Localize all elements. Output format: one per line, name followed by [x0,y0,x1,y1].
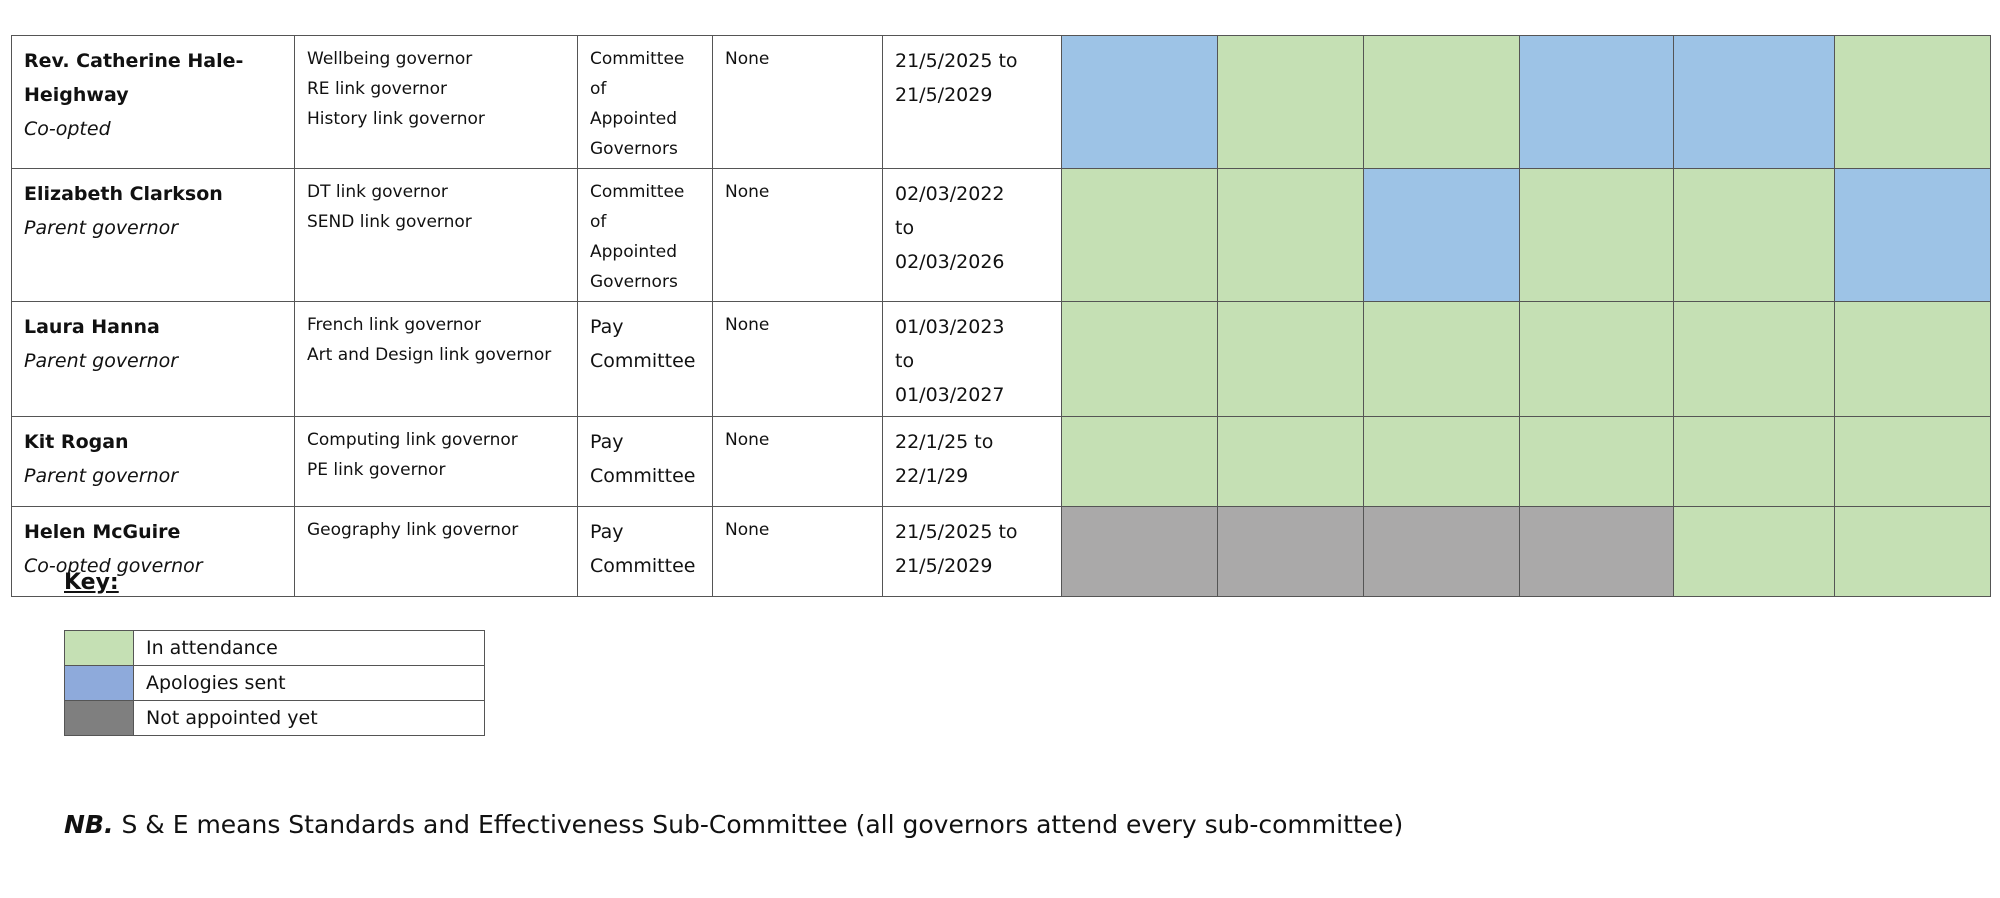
attendance-cell-attended [1674,169,1835,302]
committee-line: of [590,79,607,99]
governor-role: Parent governor [24,350,179,372]
responsibilities-cell [295,507,578,597]
term-line: 22/1/25 to [895,431,994,453]
key-table [64,630,485,736]
governor-name: Kit Rogan [24,431,129,453]
table-row [12,169,1991,302]
attendance-cell-apologies [1364,169,1520,302]
responsibility-item: Geography link governor [307,520,519,540]
term-line: 21/5/2029 [895,84,993,106]
attendance-cell-attended [1520,169,1674,302]
key-swatch-not-appointed [65,701,134,736]
governor-name-cell [12,169,295,302]
committee-line: Committee [590,350,696,372]
attendance-cell-attended [1520,302,1674,417]
committee-line: Appointed [590,109,678,129]
responsibility-item: SEND link governor [307,212,472,232]
table-row [12,36,1991,169]
responsibilities-cell [295,169,578,302]
interests-cell: None [713,302,883,417]
attendance-cell-attended [1835,36,1991,169]
term-line: 02/03/2022 [895,183,1005,205]
term-line: 21/5/2029 [895,555,993,577]
committee-cell [578,417,713,507]
footnote-text: S & E means Standards and Effectiveness Sub-Committee (all governors attend every sub-committee) [121,810,1404,839]
attendance-cell-attended [1218,169,1364,302]
interests-cell: None [713,36,883,169]
attendance-cell-attended [1674,417,1835,507]
committee-line: Pay [590,521,624,543]
attendance-cell-apologies [1674,36,1835,169]
governor-name-cell [12,417,295,507]
governor-role: Parent governor [24,465,179,487]
committee-cell [578,169,713,302]
governor-name: Elizabeth Clarkson [24,183,223,205]
term-line: 22/1/29 [895,465,969,487]
key-title: Key: [64,570,119,595]
term-line: 02/03/2026 [895,251,1005,273]
committee-cell [578,302,713,417]
governor-name-cell [12,36,295,169]
attendance-cell-attended [1674,302,1835,417]
key-label-not-appointed: Not appointed yet [134,701,485,736]
committee-line: Committee [590,465,696,487]
term-cell [883,417,1062,507]
committee-line: Committee [590,182,685,202]
attendance-cell-not-appointed [1520,507,1674,597]
committee-line: of [590,212,607,232]
key-swatch-attended [65,631,134,666]
attendance-cell-apologies [1835,169,1991,302]
responsibility-item: DT link governor [307,182,448,202]
attendance-cell-attended [1062,417,1218,507]
attendance-cell-attended [1062,169,1218,302]
attendance-cell-not-appointed [1218,507,1364,597]
attendance-cell-attended [1364,417,1520,507]
responsibility-item: Art and Design link governor [307,345,552,365]
term-line: to [895,217,915,239]
governor-role: Co-opted [24,118,111,140]
governor-role: Parent governor [24,217,179,239]
term-cell [883,302,1062,417]
committee-line: Committee [590,49,685,69]
responsibilities-cell [295,417,578,507]
table-row [12,417,1991,507]
governor-name-cell [12,507,295,597]
responsibility-item: Computing link governor [307,430,518,450]
governor-name: Rev. Catherine Hale- [24,50,244,72]
responsibility-item: PE link governor [307,460,446,480]
attendance-cell-attended [1218,302,1364,417]
term-cell [883,36,1062,169]
governor-role: Co-opted governor [24,555,203,577]
attendance-cell-apologies [1520,36,1674,169]
attendance-cell-not-appointed [1364,507,1520,597]
governor-name: Heighway [24,84,129,106]
term-line: 01/03/2023 [895,316,1005,338]
committee-cell [578,36,713,169]
attendance-cell-apologies [1062,36,1218,169]
committee-line: Pay [590,316,624,338]
attendance-cell-attended [1218,36,1364,169]
governors-table [11,35,1991,597]
attendance-cell-attended [1835,302,1991,417]
term-cell [883,507,1062,597]
term-line: 21/5/2025 to [895,50,1018,72]
interests-cell: None [713,169,883,302]
attendance-cell-attended [1835,507,1991,597]
table-row [12,507,1991,597]
committee-line: Governors [590,272,678,292]
responsibilities-cell [295,36,578,169]
attendance-cell-attended [1520,417,1674,507]
governor-name: Helen McGuire [24,521,181,543]
attendance-cell-attended [1364,302,1520,417]
committee-line: Governors [590,139,678,159]
key-row-attended [65,631,485,666]
key-row-apologies [65,666,485,701]
attendance-cell-attended [1218,417,1364,507]
committee-line: Appointed [590,242,678,262]
committee-line: Committee [590,555,696,577]
governor-name: Laura Hanna [24,316,160,338]
committee-cell [578,507,713,597]
key-label-apologies: Apologies sent [134,666,485,701]
interests-cell: None [713,417,883,507]
interests-cell: None [713,507,883,597]
responsibilities-cell [295,302,578,417]
key-swatch-apologies [65,666,134,701]
responsibility-item: Wellbeing governor [307,49,473,69]
committee-line: Pay [590,431,624,453]
term-cell [883,169,1062,302]
responsibility-item: French link governor [307,315,481,335]
attendance-cell-attended [1062,302,1218,417]
responsibility-item: History link governor [307,109,485,129]
term-line: 21/5/2025 to [895,521,1018,543]
attendance-cell-attended [1835,417,1991,507]
footnote-prefix: NB. [64,810,114,839]
attendance-cell-attended [1364,36,1520,169]
key-row-not-appointed [65,701,485,736]
term-line: 01/03/2027 [895,384,1005,406]
footnote [64,810,1403,839]
responsibility-item: RE link governor [307,79,447,99]
attendance-cell-not-appointed [1062,507,1218,597]
term-line: to [895,350,915,372]
key-label-attended: In attendance [134,631,485,666]
table-row [12,302,1991,417]
governor-name-cell [12,302,295,417]
attendance-cell-attended [1674,507,1835,597]
